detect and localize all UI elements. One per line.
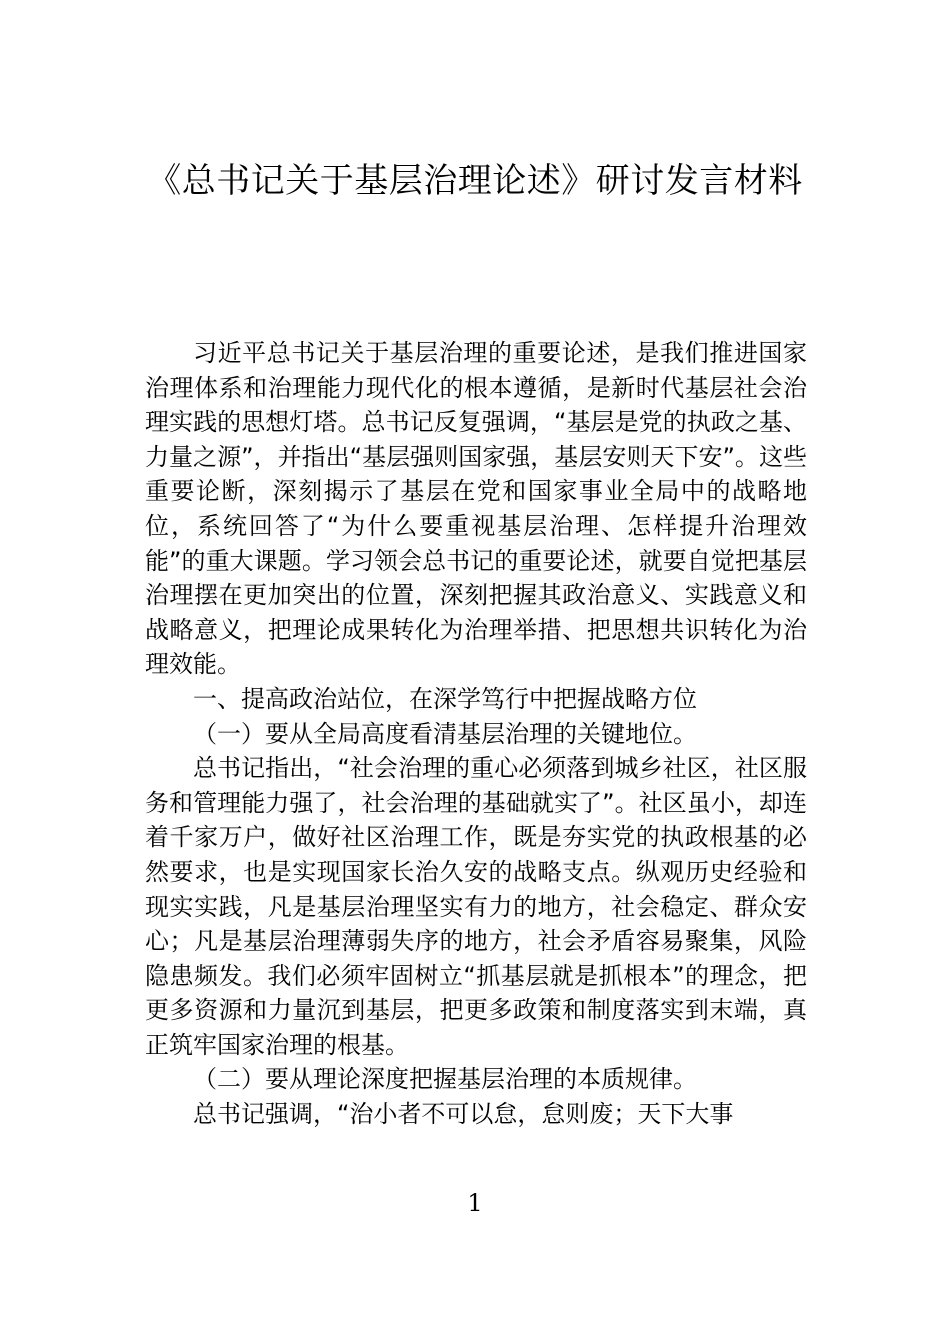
document-title: 《总书记关于基层治理论述》研讨发言材料: [147, 161, 803, 201]
subsection-heading-2: （二）要从理论深度把握基层治理的本质规律。: [193, 1065, 697, 1094]
intro-paragraph: 习近平总书记关于基层治理的重要论述，是我们推进国家治理体系和治理能力现代化的根本遵循，是新时代基层社会治理实践的思想灯塔。总书记反复强调，“基层是党的执政之基、力量之源”，并指出“基层强则国家强，基层安则天下安”。这些重要论断，深刻揭示了基层在党和国家事业全局中的战略地位，系统回答了“为什么要重视基层治理、怎样提升治理效能”的重大课题。学习领会总书记的重要论述，就要自觉把基层治理摆在更加突出的位置，深刻把握其政治意义、实践意义和战略意义，把理论成果转化为治理举措、把思想共识转化为治理效能。: [145, 339, 807, 679]
subsection-heading-1: （一）要从全局高度看清基层治理的关键地位。: [193, 719, 697, 748]
body-paragraph: 总书记强调，“治小者不可以怠，怠则废；天下大事: [193, 1100, 734, 1129]
page-number: 1: [467, 1189, 483, 1217]
section-heading-1: 一、提高政治站位，在深学笃行中把握战略方位: [193, 684, 697, 713]
document-body: [145, 336, 807, 1132]
body-paragraph: 总书记指出，“社会治理的重心必须落到城乡社区，社区服务和管理能力强了，社会治理的基础就实了”。社区虽小，却连着千家万户，做好社区治理工作，既是夯实党的执政根基的必然要求，也是实现国家长治久安的战略支点。纵观历史经验和现实实践，凡是基层治理坚实有力的地方，社会稳定、群众安心；凡是基层治理薄弱失序的地方，社会矛盾容易聚集，风险隐患频发。我们必须牢固树立“抓基层就是抓根本”的理念，把更多资源和力量沉到基层，把更多政策和制度落实到末端，真正筑牢国家治理的根基。: [145, 754, 807, 1059]
